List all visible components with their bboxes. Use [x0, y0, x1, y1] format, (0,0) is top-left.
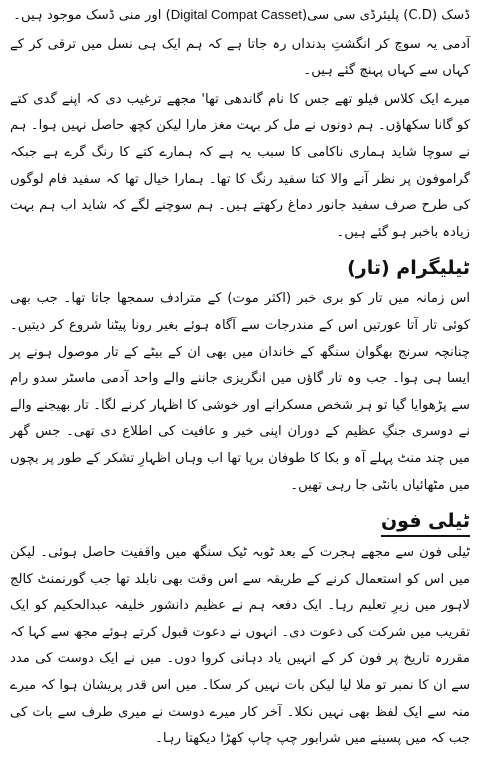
intro-paragraph: میرے ایک کلاس فیلو تھے جس کا نام گاندھی تھا' مجھے ترغیب دی کہ اپنے گدی کتے کو گانا سکھاؤں۔ ہم دونوں نے مل کر بہت مغز مارا لیکن کچھ حاصل نہیں ہوا۔ ہم نے سوچا شاید ہماری ناکامی کا سبب یہ ہے کہ ہمارے کتے کا رنگ گرے ہے جبکہ گراموفون پر نظر آنے والا کتا سفید رنگ کا تھا۔ ہمارا خیال تھا کہ سفید فام لوگوں کی طرح صرف سفید جانور دماغ رکھتے ہیں۔ ہم سوچنے لگے کہ شاید اب ہم بہت زیادہ باخبر ہو گئے ہیں۔	[10, 91, 470, 240]
section-heading-telegram	[10, 253, 470, 283]
intro-text-urdu: ڈسک (C.D) پلیئرڈی سی سی(	[301, 8, 470, 23]
telephone-paragraph: ٹیلی فون سے مجھے ہجرت کے بعد ٹوبہ ٹیک سنگھ میں واقفیت حاصل ہوئی۔ لیکن میں اس کو استعمال کرنے کے طریقہ سے اس وقت بھی نابلد تھا جب گورنمنٹ کالج لاہور میں زیرِ تعلیم رہا۔ ایک دفعہ ہم نے عظیم دانشور خلیفہ عبدالحکیم کو ایک تقریب میں شرکت کی دعوت دی۔ انہوں نے دعوت قبول کرتے ہوئے مجھ سے کہا کہ مقررہ تاریخ پر فون کر کے انہیں یاد دہانی کروا دوں۔ میں نے ایک دوست کی مدد سے ان کا نمبر تو ملا لیا لیکن بات نہیں کر سکا۔ میں اس قدر پریشان ہوا کہ میرے منہ سے ایک لفظ بھی نہیں نکلا۔ آخر کار میرے دوست نے میری طرف سے بات کی جب کہ میں پسینے میں شرابور چپ چاپ کھڑا دیکھتا رہا۔	[10, 545, 470, 747]
section-heading-text: ٹیلی فون	[381, 508, 470, 537]
cassette-line	[10, 2, 470, 30]
section-heading-text: ٹیلیگرام (تار)	[347, 257, 470, 280]
section-heading-telephone	[10, 506, 470, 537]
intro-text-urdu-end: ) اور منی ڈسک موجود ہیں۔	[13, 8, 171, 23]
intro-text-english: Digital Compat Casset	[170, 7, 302, 22]
telegram-paragraph: اس زمانہ میں تار کو بری خبر (اکثر موت) کے مترادف سمجھا جاتا تھا۔ جب بھی کوئی تار آتا عورتیں اس کے مندرجات سے آگاہ ہوئے بغیر رونا پیٹنا شروع کر دیتیں۔ چنانچہ سرنج بھگوان سنگھ کے خاندان میں بھی ان کے بیٹے کے تار موصول ہونے پر ایسا ہی ہوا۔ جب وہ تار گاؤں میں انگریزی جاننے والے واحد آدمی ماسٹر سدو رام سے پڑھوایا گیا تو ہر شخص مسکرانے اور خوشی کا اظہار کرنے لگا۔ تار بھیجنے والے نے دوسری جنگِ عظیم کے دوران اپنی خیر و عافیت کی اطلاع دی تھی۔ جس گھر میں چند منٹ پہلے آہ و بکا کا طوفان برپا تھا اب وہاں اظہارِ تشکر کے طور پر بچوں میں مٹھائیاں بانٹی جا رہی تھیں۔	[10, 291, 470, 493]
intro-paragraph: آدمی یہ سوچ کر انگشتِ بدنداں رہ جاتا ہے کہ ہم ایک ہی نسل میں ترقی کر کے کہاں سے کہاں پہنچ گئے ہیں۔	[10, 36, 470, 79]
